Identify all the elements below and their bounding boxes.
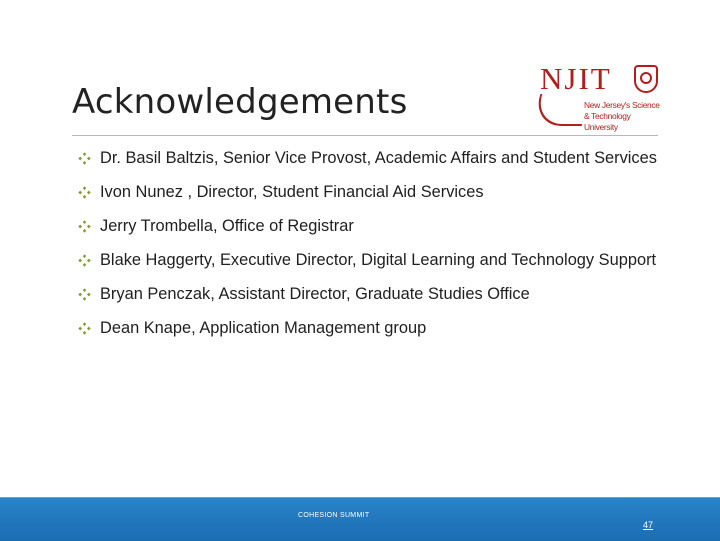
list-item xyxy=(78,147,668,169)
logo-tagline: New Jersey's Science & Technology University xyxy=(584,100,660,132)
diamond-bullet-icon xyxy=(78,254,91,267)
list-item xyxy=(78,317,668,339)
title-divider xyxy=(72,135,658,136)
list-item-text: Bryan Penczak, Assistant Director, Graduate Studies Office xyxy=(100,285,530,303)
footer-bar xyxy=(0,497,720,541)
diamond-bullet-icon xyxy=(78,152,91,165)
list-item xyxy=(78,181,668,203)
diamond-bullet-icon xyxy=(78,288,91,301)
list-item-text: Ivon Nunez , Director, Student Financial Aid Services xyxy=(100,183,484,201)
page-number[interactable]: 47 xyxy=(643,520,654,530)
list-item-text: Blake Haggerty, Executive Director, Digital Learning and Technology Support xyxy=(100,251,657,269)
list-item-text: Jerry Trombella, Office of Registrar xyxy=(100,217,354,235)
list-item xyxy=(78,215,668,237)
njit-logo xyxy=(532,60,664,130)
slide-title: Acknowledgements xyxy=(72,82,408,122)
footer-label: COHESION SUMMIT xyxy=(298,512,370,519)
list-item xyxy=(78,249,668,271)
logo-swoosh xyxy=(532,94,591,126)
acknowledgement-list xyxy=(78,147,668,339)
logo-wordmark: NJIT xyxy=(540,61,612,96)
shield-icon xyxy=(634,65,658,93)
diamond-bullet-icon xyxy=(78,322,91,335)
diamond-bullet-icon xyxy=(78,186,91,199)
diamond-bullet-icon xyxy=(78,220,91,233)
list-item xyxy=(78,283,668,305)
list-item-text: Dr. Basil Baltzis, Senior Vice Provost, Academic Affairs and Student Services xyxy=(100,149,657,167)
list-item-text: Dean Knape, Application Management group xyxy=(100,319,427,337)
